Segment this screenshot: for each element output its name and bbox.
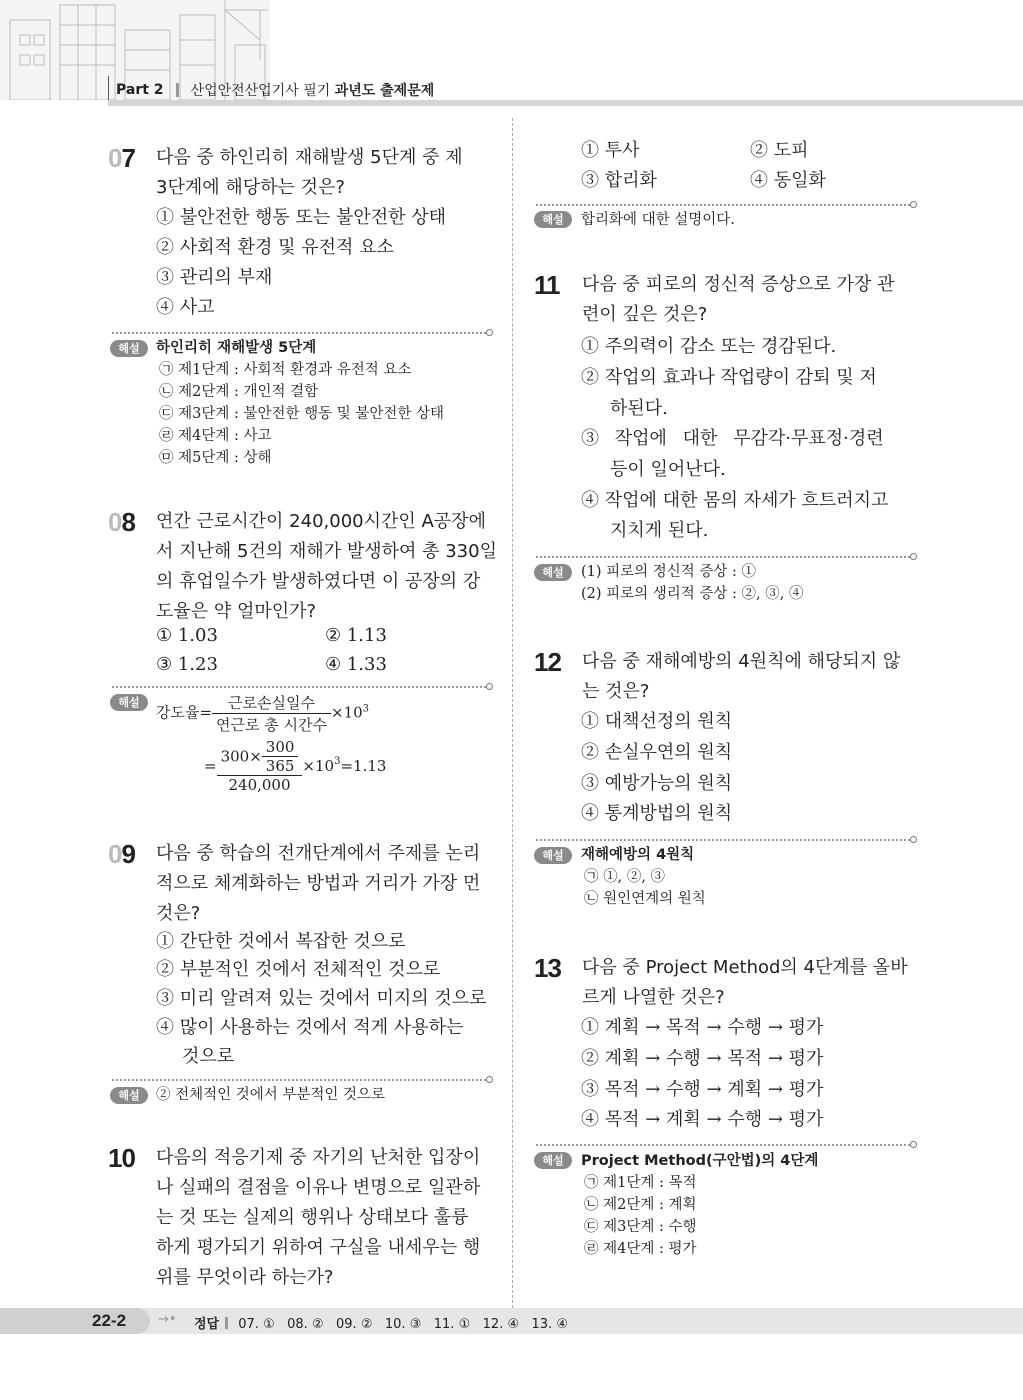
option-1[interactable]: ① 대책선정의 원칙 <box>581 711 733 732</box>
explanation: 합리화에 대한 설명이다. <box>581 212 735 228</box>
question-text: 다음 중 학습의 전개단계에서 주제를 논리 적으로 체계화하는 방법과 거리가 가장 먼 것은? <box>156 843 481 924</box>
explanation-badge: 해설 <box>110 1087 148 1104</box>
option-3-continued: 등이 일어난다. <box>610 459 726 480</box>
answer-item: 11. ① <box>433 1317 471 1332</box>
explanation-badge: 해설 <box>110 694 148 711</box>
explanation-divider <box>536 839 910 841</box>
option-4[interactable]: ④ 통계방법의 원칙 <box>581 803 733 824</box>
question-number: 13 <box>534 953 561 983</box>
question-11 <box>534 270 924 340</box>
answer-label: 정답 <box>194 1317 220 1332</box>
page-number-tab <box>0 1308 150 1334</box>
explanation-divider <box>536 556 910 558</box>
page-number: 22-2 <box>92 1311 127 1330</box>
part-label: Part 2 <box>116 82 164 98</box>
answer-item: 07. ① <box>238 1317 275 1332</box>
option-1[interactable]: ① 간단한 것에서 복잡한 것으로 <box>156 931 406 952</box>
intensity-rate-calculation: = 300× $\frac{300}{365}$ 240,000 $\times 10^3=1.13$ <box>204 738 387 794</box>
option-4[interactable]: ④ 동일화 <box>750 170 826 191</box>
option-4[interactable]: ④ 1.33 <box>325 654 387 675</box>
option-4[interactable]: ④ 많이 사용하는 것에서 적게 사용하는 <box>156 1017 464 1038</box>
answer-item: 09. ② <box>336 1317 373 1332</box>
question-number: 11 <box>534 270 560 300</box>
option-2[interactable]: ② 손실우연의 원칙 <box>581 742 733 763</box>
question-text: 다음의 적응기제 중 자기의 난처한 입장이 나 실패의 결점을 이유나 변명으로 일관하 는 것 또는 실제의 행위나 상태보다 훌륭 하게 평가되기 위하여 구실을 내세우는 행 위를 무엇이라 하는가? <box>156 1147 481 1288</box>
option-3[interactable]: ③ 관리의 부재 <box>156 267 273 288</box>
option-4[interactable]: ④ 목적 → 계획 → 수행 → 평가 <box>581 1109 824 1130</box>
option-3[interactable]: ③ 작업에 대한 무감각·무표정·경련 <box>581 428 884 449</box>
answer-separator <box>225 1317 228 1329</box>
option-4[interactable]: ④ 작업에 대한 몸의 자세가 흐트러지고 <box>581 490 889 511</box>
question-08 <box>108 507 498 637</box>
option-1[interactable]: ① 1.03 <box>156 625 218 646</box>
option-3[interactable]: ③ 목적 → 수행 → 계획 → 평가 <box>581 1079 824 1100</box>
explanation-divider <box>112 332 486 334</box>
header-rule <box>108 100 1023 106</box>
explanation-badge: 해설 <box>110 340 148 357</box>
header-separator <box>176 83 179 97</box>
footer-arrow-icon: →• <box>158 1312 177 1327</box>
explanation: 재해예방의 4원칙 ㉠ ①, ②, ③ ㉡ 원인연계의 원칙 <box>581 847 706 907</box>
question-10 <box>108 1143 498 1298</box>
explanation-divider <box>536 204 910 206</box>
option-3[interactable]: ③ 미리 알려져 있는 것에서 미지의 것으로 <box>156 988 487 1009</box>
question-number: 10 <box>108 1143 135 1173</box>
option-3[interactable]: ③ 합리화 <box>581 170 657 191</box>
question-number: 12 <box>534 647 561 677</box>
explanation-badge: 해설 <box>534 211 572 228</box>
option-3[interactable]: ③ 예방가능의 원칙 <box>581 773 733 794</box>
explanation: ② 전체적인 것에서 부분적인 것으로 <box>156 1087 386 1103</box>
column-divider <box>512 118 513 1308</box>
option-2[interactable]: ② 사회적 환경 및 유전적 요소 <box>156 237 394 258</box>
question-text: 다음 중 하인리히 재해발생 5단계 중 제 3단계에 해당하는 것은? <box>156 147 463 198</box>
answer-item: 10. ③ <box>384 1317 422 1332</box>
option-2[interactable]: ② 부분적인 것에서 전체적인 것으로 <box>156 959 441 980</box>
option-1[interactable]: ① 계획 → 목적 → 수행 → 평가 <box>581 1017 824 1038</box>
explanation-badge: 해설 <box>534 847 572 864</box>
option-4-continued: 지치게 된다. <box>610 520 709 541</box>
intensity-rate-formula: 강도율= $\frac{\text{근로손실일수}}{\text{연근로 총 시간수}}$ $\times 10^3$ <box>156 694 370 734</box>
option-2[interactable]: ② 1.13 <box>325 625 387 646</box>
answer-item: 13. ④ <box>531 1317 568 1332</box>
question-text: 다음 중 Project Method의 4단계를 올바 르게 나열한 것은? <box>582 957 908 1008</box>
explanation: Project Method(구안법)의 4단계 ㉠ 제1단계 : 목적 ㉡ 제2단계 : 계획 ㉢ 제3단계 : 수행 ㉣ 제4단계 : 평가 <box>581 1153 819 1257</box>
answer-item: 12. ④ <box>482 1317 520 1332</box>
answer-key <box>194 1313 568 1332</box>
question-number: 08 <box>108 507 135 537</box>
explanation: 하인리히 재해발생 5단계 ㉠ 제1단계 : 사회적 환경과 유전적 요소 ㉡ 제2단계 : 개인적 결함 ㉢ 제3단계 : 불안전한 행동 및 불안전한 상태 ㉣ 제4단계 : 사고 ㉤ 제5단계 : 상해 <box>156 340 444 466</box>
option-4[interactable]: ④ 사고 <box>156 297 215 318</box>
option-2[interactable]: ② 계획 → 수행 → 목적 → 평가 <box>581 1048 824 1069</box>
explanation-divider <box>536 1144 910 1146</box>
question-number: 07 <box>108 143 135 173</box>
explanation: (1) 피로의 정신적 증상 : ① (2) 피로의 생리적 증상 : ②, ③, ④ <box>581 564 804 602</box>
question-text: 다음 중 피로의 정신적 증상으로 가장 관 련이 깊은 것은? <box>582 274 895 325</box>
question-text: 연간 근로시간이 240,000시간인 A공장에 서 지난해 5건의 재해가 발생하여 총 330일 의 휴업일수가 발생하였다면 이 공장의 강 도율은 약 얼마인가? <box>156 511 497 622</box>
option-3[interactable]: ③ 1.23 <box>156 654 218 675</box>
question-number: 09 <box>108 839 135 869</box>
option-2[interactable]: ② 도피 <box>750 140 809 161</box>
question-09 <box>108 839 498 939</box>
explanation-badge: 해설 <box>534 564 572 581</box>
option-2[interactable]: ② 작업의 효과나 작업량이 감퇴 및 저 <box>581 367 877 388</box>
option-1[interactable]: ① 투사 <box>581 140 640 161</box>
explanation-divider <box>112 1079 486 1081</box>
book-title: 산업안전산업기사 필기 과년도 출제문제 <box>190 83 435 99</box>
option-2-continued: 하된다. <box>610 398 668 419</box>
question-text: 다음 중 재해예방의 4원칙에 해당되지 않 는 것은? <box>582 651 901 702</box>
option-4-continued: 것으로 <box>182 1046 235 1067</box>
answer-item: 08. ② <box>287 1317 324 1332</box>
explanation-divider <box>112 686 486 688</box>
explanation-badge: 해설 <box>534 1152 572 1169</box>
option-1[interactable]: ① 주의력이 감소 또는 경감된다. <box>581 336 837 357</box>
option-1[interactable]: ① 불안전한 행동 또는 불안전한 상태 <box>156 207 447 228</box>
